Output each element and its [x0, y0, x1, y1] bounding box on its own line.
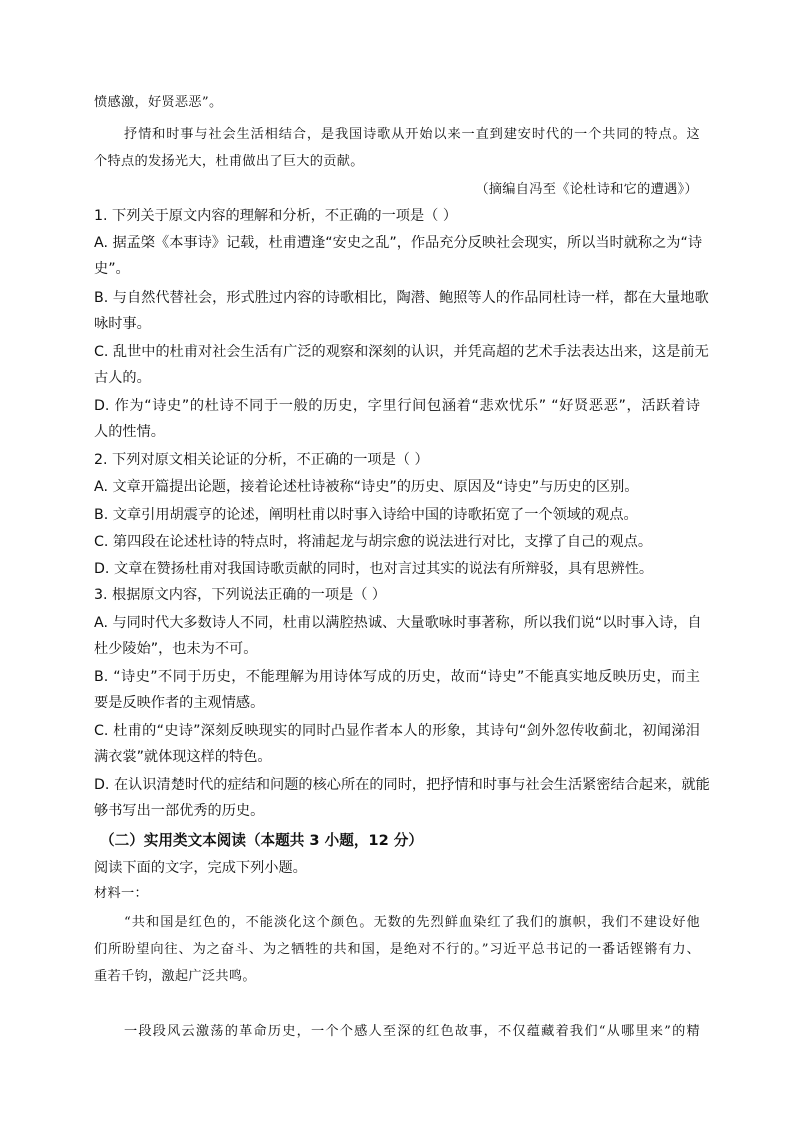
option-d-line2: 够书写出一部优秀的历史。 [94, 803, 265, 819]
material-line: 们所盼望向往、为之奋斗、为之牺牲的共和国，是绝对不行的。”习近平总书记的一番话铿锵有力、 [94, 942, 700, 957]
question-stem: 1. 下列关于原文内容的理解和分析，不正确的一项是（ ） [94, 208, 458, 224]
option-b-line2: 要是反映作者的主观情感。 [94, 695, 265, 711]
question-stem: 2. 下列对原文相关论证的分析，不正确的一项是（ ） [94, 452, 429, 468]
option-c-line1: C. 乱世中的杜甫对社会生活有广泛的观察和深刻的认识，并凭高超的艺术手法表达出来，这是前无 [94, 344, 709, 360]
passage-line: 抒情和时事与社会生活相结合，是我国诗歌从开始以来一直到建安时代的一个共同的特点。这 [124, 127, 700, 142]
question-stem: 3. 根据原文内容，下列说法正确的一项是（ ） [94, 587, 387, 603]
option-a-line1: A. 据孟棨《本事诗》记载，杜甫遭逢“安史之乱”，作品充分反映社会现实，所以当时就称之为“诗 [94, 235, 703, 251]
material-line: “共和国是红色的，不能淡化这个颜色。无数的先烈鲜血染红了我们的旗帜，我们不建设好他 [124, 915, 700, 930]
option-a-line1: A. 与同时代大多数诗人不同，杜甫以满腔热诚、大量歌咏时事著称，所以我们说“以时事入诗，自 [94, 615, 702, 631]
section-instruction: 阅读下面的文字，完成下列小题。 [94, 860, 307, 876]
option-a-line2: 杜少陵始”，也未为不可。 [94, 641, 258, 657]
option-c-line1: C. 杜甫的“史诗”深刻反映现实的同时凸显作者本人的形象，其诗句“剑外忽传收蓟北，初闻涕泪 [94, 723, 700, 739]
passage-source: （摘编自冯至《论杜诗和它的遭遇》） [475, 182, 698, 197]
option-c: C. 第四段在论述杜诗的特点时，将浦起龙与胡宗愈的说法进行对比，支撑了自己的观点。 [94, 534, 653, 550]
option-d-line1: D. 作为“诗史”的杜诗不同于一般的历史，字里行间包涵着“悲欢忧乐” “好贤恶恶”，活跃着诗 [94, 398, 700, 414]
material-line: 一段段风云激荡的革命历史，一个个感人至深的红色故事，不仅蕴藏着我们“从哪里来”的精 [124, 1024, 700, 1039]
option-a: A. 文章开篇提出论题，接着论述杜诗被称“诗史”的历史、原因及“诗史”与历史的区别。 [94, 479, 639, 495]
option-c-line2: 古人的。 [94, 370, 151, 386]
option-d: D. 文章在赞扬杜甫对我国诗歌贡献的同时，也对言过其实的说法有所辩驳，具有思辨性。 [94, 561, 654, 577]
option-b-line2: 咏时事。 [94, 316, 151, 332]
option-a-line2: 史”。 [94, 261, 130, 277]
section-heading: （二）实用类文本阅读（本题共 3 小题，12 分） [100, 832, 423, 849]
material-line: 重若千钧，激起广泛共鸣。 [94, 969, 256, 984]
option-d-line2: 人的性情。 [94, 424, 165, 440]
option-b-line1: B. “诗史”不同于历史，不能理解为用诗体写成的历史，故而“诗史”不能真实地反映历史，而主 [94, 669, 700, 685]
option-d-line1: D. 在认识清楚时代的症结和问题的核心所在的同时，把抒情和时事与社会生活紧密结合起来，就能 [94, 777, 710, 793]
material-label: 材料一： [94, 886, 148, 901]
passage-line: 愤感激，好贤恶恶”。 [94, 95, 223, 110]
passage-line: 个特点的发扬光大，杜甫做出了巨大的贡献。 [94, 154, 364, 169]
option-b-line1: B. 与自然代替社会，形式胜过内容的诗歌相比，陶潜、鲍照等人的作品同杜诗一样，都在大量地歌 [94, 290, 709, 306]
option-b: B. 文章引用胡震亨的论述，阐明杜甫以时事入诗给中国的诗歌拓宽了一个领域的观点。 [94, 507, 638, 523]
option-c-line2: 满衣裳”就体现这样的特色。 [94, 749, 272, 765]
